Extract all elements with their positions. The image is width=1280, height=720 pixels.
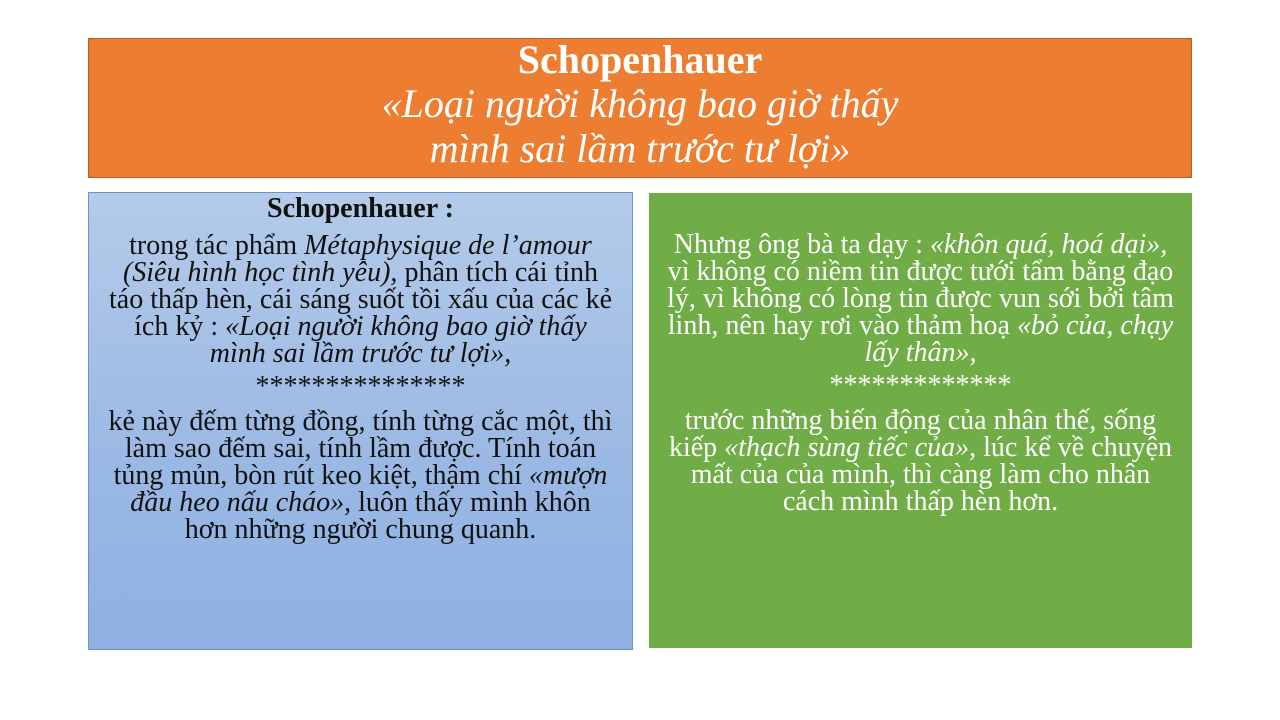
left-p1-text-c: phân tích cái tỉnh táo thấp hèn, cái sáng suốt tồi xấu của các kẻ ích kỷ :	[108, 257, 613, 342]
right-separator: *************	[829, 370, 1012, 401]
left-p1-text-a: trong tác phẩm	[129, 230, 305, 261]
right-p1-text-a: Nhưng ông bà ta dạy :	[673, 229, 931, 260]
left-p1-book-title: Métaphysique de l’amour (Siêu hình học tình yêu),	[122, 230, 592, 288]
left-p2-text-a: kẻ này đếm từng đồng, tính từng cắc một, thì làm sao đếm sai, tính lầm được. Tính toán tủng mủn, bòn rút keo kiệt, thậm chí	[108, 406, 613, 491]
right-p1-proverb: «khôn quá, hoá dại»,	[930, 229, 1168, 260]
title-banner	[88, 38, 1192, 178]
right-p1-text-c: vì không có niềm tin được tưới tẩm bằng đạo lý, vì không có lòng tin được vun sới bởi tâm linh, nên hay rơi vào thảm hoạ	[667, 256, 1174, 341]
right-paragraph-1	[663, 231, 1178, 366]
right-p2-text-a: trước những biến động của nhân thế, sống kiếp	[668, 405, 1157, 463]
left-separator: ***************	[255, 371, 466, 402]
right-text-box	[649, 193, 1192, 648]
left-paragraph-1	[107, 232, 614, 367]
title-quote-line-2: mình sai lầm trước tư lợi»	[429, 126, 851, 171]
left-p2-quote: «mượn đầu heo nấu cháo»,	[130, 460, 608, 518]
title-quote-line-1: «Loại người không bao giờ thấy	[381, 81, 899, 126]
right-p1-quote: «bỏ của, chạy lấy thân»,	[864, 310, 1174, 368]
left-p1-quote: «Loại người không bao giờ thấy mình sai lầm trước tư lợi»,	[209, 311, 587, 369]
left-p2-text-c: luôn thấy mình khôn hơn những người chung quanh.	[184, 487, 591, 545]
left-paragraph-2	[107, 408, 614, 543]
left-text-box	[88, 192, 633, 650]
right-paragraph-2	[663, 407, 1178, 515]
left-heading: Schopenhauer :	[267, 193, 454, 224]
title-author: Schopenhauer	[517, 37, 763, 82]
right-p2-quote: «thạch sùng tiếc của»,	[724, 432, 977, 463]
right-p2-text-c: lúc kể về chuyện mất của của mình, thì càng làm cho nhân cách mình thấp hèn hơn.	[690, 432, 1173, 517]
